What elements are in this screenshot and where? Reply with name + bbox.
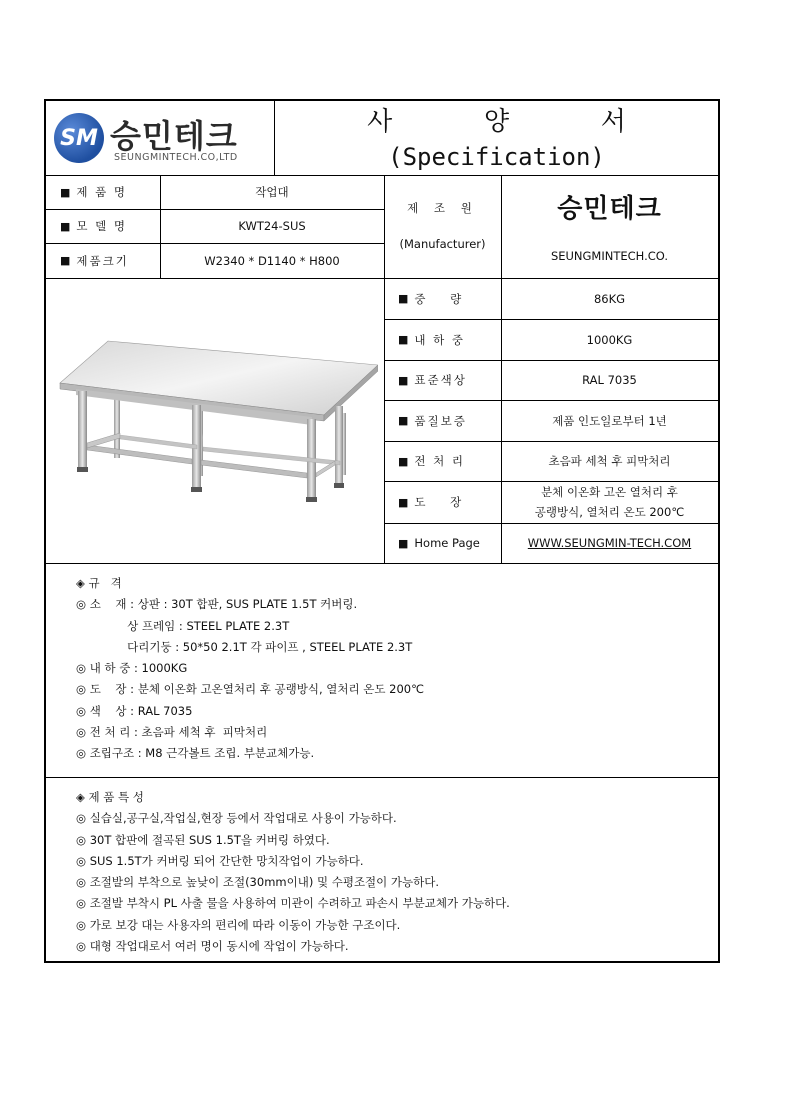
- spec-line: ◎ 도 장 : 분체 이온화 고온열처리 후 공랭방식, 열처리 온도 200℃: [76, 682, 425, 697]
- title-english: (Specification): [388, 143, 605, 171]
- logo-mark: [54, 113, 104, 163]
- manufacturer-label-en: (Manufacturer): [399, 237, 486, 251]
- feature-line: ◎ 실습실,공구실,작업실,현장 등에서 작업대로 사용이 가능하다.: [76, 811, 397, 826]
- spec-line: ◎ 색 상 : RAL 7035: [76, 703, 193, 718]
- product-size-value: W2340 * D1140 * H800: [204, 253, 340, 268]
- manufacturer-label-ko: 제 조 원: [407, 201, 478, 215]
- manufacturer-name-en: SEUNGMINTECH.CO.: [550, 249, 669, 263]
- standard-color-label: ■ 표준색상: [398, 373, 467, 387]
- load-capacity-value: 1000KG: [586, 332, 633, 347]
- pretreatment-value: 초음파 세척 후 피막처리: [548, 454, 671, 468]
- worktable-illustration: [52, 283, 378, 559]
- spec-line: ◎ 내 하 중 : 1000KG: [76, 661, 188, 676]
- square-bullet-icon: ■: [398, 414, 409, 427]
- weight-label: ■ 중 량: [398, 291, 464, 306]
- square-bullet-icon: ■: [60, 185, 71, 199]
- square-bullet-icon: ■: [398, 373, 409, 387]
- title-korean: 사 양 서: [367, 106, 664, 137]
- company-logo: [52, 109, 270, 169]
- feature-line: ◎ 조절발의 부착으로 높낮이 조절(30mm이내) 및 수평조절이 가능하다.: [76, 875, 440, 890]
- feature-line: ◎ 가로 보강 대는 사용자의 편리에 따라 이동이 가능한 구조이다.: [76, 917, 401, 932]
- warranty-value: 제품 인도일로부터 1년: [552, 413, 667, 428]
- spec-line: 상 프레임 : STEEL PLATE 2.3T: [76, 618, 290, 633]
- homepage-link[interactable]: WWW.SEUNGMIN-TECH.COM: [527, 536, 692, 550]
- feature-line: ◎ 조절발 부착시 PL 사출 물을 사용하여 미관이 수려하고 파손시 부분교체가 가능하다.: [76, 896, 510, 911]
- homepage-label: ■ Home Page: [398, 536, 480, 550]
- product-size-label: ■ 제품크기: [60, 253, 129, 268]
- logo-name-en: SEUNGMINTECH.CO,LTD: [114, 152, 238, 163]
- warranty-label: ■ 품질보증: [398, 413, 467, 428]
- square-bullet-icon: ■: [398, 454, 409, 468]
- spec-line: ◎ 소 재 : 상판 : 30T 합판, SUS PLATE 1.5T 커버링.: [76, 597, 358, 612]
- square-bullet-icon: ■: [60, 219, 71, 233]
- features-section: [76, 787, 706, 957]
- model-name-value: KWT24-SUS: [238, 219, 306, 233]
- standard-color-value: RAL 7035: [582, 373, 637, 387]
- spec-line: 다리기둥 : 50*50 2.1T 각 파이프 , STEEL PLATE 2.3T: [76, 639, 413, 654]
- pretreatment-label: ■ 전 처 리: [398, 454, 466, 468]
- logo-mark-text: SM: [60, 125, 98, 151]
- spec-section: [76, 573, 706, 765]
- feature-line: ◎ SUS 1.5T가 커버링 되어 간단한 망치작업이 가능하다.: [76, 853, 364, 868]
- homepage-value: [501, 523, 718, 563]
- square-bullet-icon: ■: [398, 536, 409, 550]
- features-heading: ◈ 제 품 특 성: [76, 790, 144, 804]
- product-name-value: 작업대: [255, 185, 289, 199]
- specification-sheet: [44, 99, 720, 963]
- painting-value: 분체 이온화 고온 열처리 후 공랭방식, 열처리 온도 200℃: [534, 485, 685, 519]
- model-name-label: ■ 모 델 명: [60, 219, 128, 233]
- load-capacity-label: ■ 내 하 중: [398, 332, 466, 347]
- square-bullet-icon: ■: [60, 254, 71, 267]
- weight-value: 86KG: [593, 291, 626, 306]
- product-name-label: ■ 제 품 명: [60, 185, 128, 199]
- spec-heading: ◈ 규 격: [76, 576, 122, 590]
- feature-line: ◎ 대형 작업대로서 여러 명이 동시에 작업이 가능하다.: [76, 939, 349, 954]
- feature-line: ◎ 30T 합판에 절곡된 SUS 1.5T을 커버링 하였다.: [76, 832, 330, 847]
- manufacturer-name: 승민테크: [557, 193, 662, 224]
- divider: [46, 777, 718, 778]
- spec-line: ◎ 조립구조 : M8 근각볼트 조립. 부분교체가능.: [76, 746, 315, 761]
- square-bullet-icon: ■: [398, 292, 409, 305]
- painting-label: ■ 도 장: [398, 495, 464, 509]
- logo-name-ko: 승민테크: [110, 117, 238, 155]
- divider: [46, 563, 718, 564]
- square-bullet-icon: ■: [398, 333, 409, 346]
- spec-line: ◎ 전 처 리 : 초음파 세척 후 피막처리: [76, 725, 268, 740]
- product-image: [52, 283, 378, 559]
- square-bullet-icon: ■: [398, 495, 409, 509]
